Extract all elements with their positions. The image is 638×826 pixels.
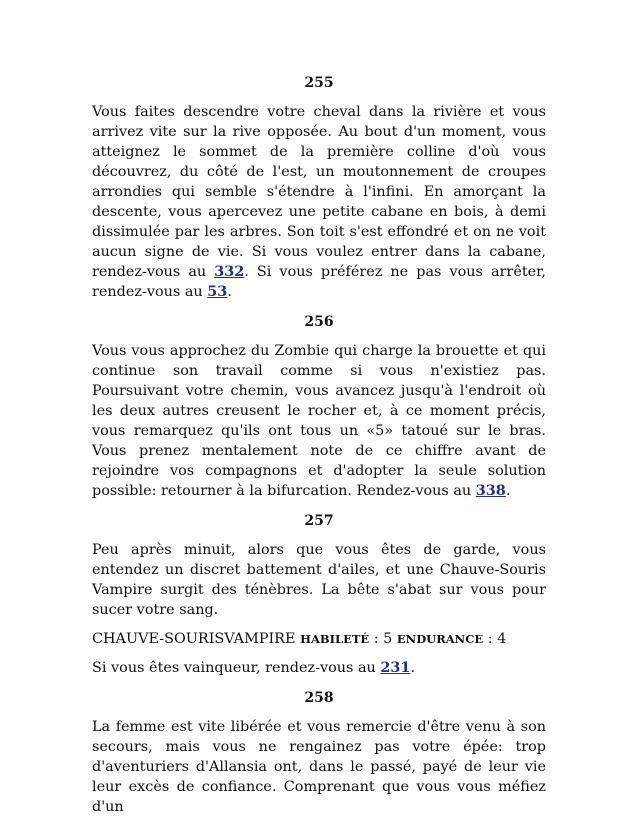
link-332[interactable]: 332 — [214, 263, 245, 280]
section-255-text — [92, 102, 546, 302]
section-256-end: . — [505, 483, 511, 499]
skill-value: : 5 — [373, 631, 393, 647]
section-255-body-2: . Si vous préférez ne pas vous arrêter, rendez-vous au — [92, 264, 547, 300]
section-number-256: 256 — [304, 314, 334, 330]
section-255-body: Vous faites descendre votre cheval dans la rivière et vous arrivez vite sur la rive opposée. Au bout d'un moment, vous atteignez le sommet de la première colline d'où vous découvrez, du côté de l'est, un moutonnement de croupes arrondies qui semble s'étendre à l'infini. En amorçant la descente, vous apercevez une petite cabane en bois, à demi dissimulée par les arbres. Son toit s'est effondré et on ne voit aucun signe de vie. Si vous voulez entrer dans la cabane, rendez-vous au — [92, 104, 546, 280]
stamina-label: ENDURANCE — [396, 632, 484, 646]
monster-name: CHAUVE-SOURISVAMPIRE — [92, 631, 296, 647]
section-258-text: La femme est vite libérée et vous remercie d'être venu à son secours, mais vous ne rengainez pas votre épée: trop d'aventuriers d'Allansia ont, dans le passé, payé de leur vie leur excès de confiance. Comprenant que vous vous méfiez d'un — [92, 719, 546, 815]
section-256-text — [92, 341, 546, 501]
section-257-outcome-text: Si vous êtes vainqueur, rendez-vous au — [92, 660, 381, 676]
section-number-257: 257 — [304, 513, 334, 529]
section-255-end: . — [227, 284, 232, 300]
book-page — [92, 72, 546, 826]
section-257-end: . — [410, 660, 416, 676]
monster-stats — [92, 629, 546, 649]
link-338[interactable]: 338 — [475, 482, 506, 499]
section-number-258: 258 — [304, 690, 334, 706]
section-number-255: 255 — [304, 75, 334, 91]
link-53[interactable]: 53 — [207, 283, 228, 300]
section-256-body: Vous vous approchez du Zombie qui charge la brouette et qui continue son travail comme si vous n'existiez pas. Poursuivant votre chemin, vous avancez jusqu'à l'endroit où les deux autres creusent le rocher et, à ce moment précis, vous remarquez qu'ils ont tous un «5» tatoué sur le bras. Vous prenez mentalement note de ce chiffre avant de rejoindre vos compagnons et d'adopter la seule solution possible: retourner à la bifurcation. Rendez-vous au — [92, 343, 546, 499]
link-231[interactable]: 231 — [380, 659, 411, 676]
section-257-text: Peu après minuit, alors que vous êtes de garde, vous entendez un discret battement d'ailes, et une Chauve-Souris Vampire surgit des ténèbres. La bête s'abat sur vous pour sucer votre sang. — [92, 542, 546, 618]
section-257-outcome — [92, 658, 546, 678]
skill-label: HABILETÉ — [300, 632, 370, 646]
stamina-value: : 4 — [487, 631, 507, 647]
